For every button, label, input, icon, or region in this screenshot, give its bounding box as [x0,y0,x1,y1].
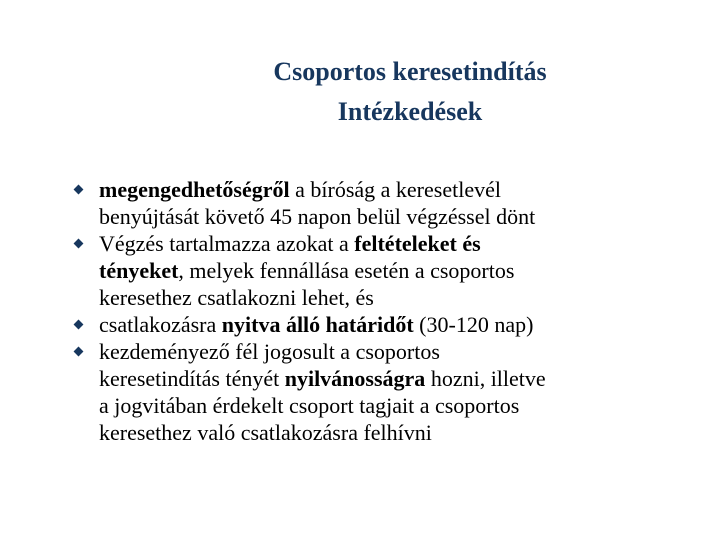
bullet-item-2 [72,230,692,311]
bullet-2-line-1 [99,230,692,257]
diamond-bullet-icon [74,347,84,357]
bullet-4-line-4: keresethez való csatlakozásra felhívni [99,420,432,445]
bullet-2-line-2 [99,257,692,284]
bullet-1-line-2: benyújtását követő 45 napon belül végzéssel dönt [99,204,536,229]
bullet-4-line-3: a jogvitában érdekelt csoport tagjait a csoportos [99,393,520,418]
diamond-bullet-icon [74,239,84,249]
bullet-3-bold: nyitva álló határidőt [221,312,414,337]
bullet-2-text-2: , melyek fennállása esetén a csoportos [178,258,515,283]
diamond-bullet-icon [74,185,84,195]
bullet-item-1 [72,176,692,230]
bullet-2-line-3: keresethez csatlakozni lehet, és [99,285,374,310]
bullet-3-line-1 [99,311,692,338]
title-line-1: Csoportos keresetindítás [273,57,547,86]
bullet-4-text-2: hozni, illetve [425,366,546,391]
title-line-2: Intézkedések [337,97,483,126]
bullet-1-text: a bíróság a keresetlevél [289,177,501,202]
bullet-3-text-2: (30-120 nap) [413,312,534,337]
bullet-list [72,176,692,446]
bullet-1-line-1 [99,176,692,203]
bullet-4-line-2 [99,365,692,392]
bullet-item-3 [72,311,692,338]
bullet-4-text: keresetindítás tényét [99,366,285,391]
slide-title [150,52,670,132]
bullet-3-text: csatlakozásra [99,312,222,337]
bullet-1-bold: megengedhetőségről [99,177,290,202]
bullet-item-4 [72,338,692,446]
bullet-2-bold-2: tényeket [99,258,179,283]
diamond-bullet-icon [74,320,84,330]
bullet-4-line-1: kezdeményező fél jogosult a csoportos [99,339,440,364]
bullet-4-bold: nyilvánosságra [284,366,426,391]
bullet-2-text: Végzés tartalmazza azokat a [99,231,355,256]
bullet-2-bold: feltételeket és [354,231,481,256]
